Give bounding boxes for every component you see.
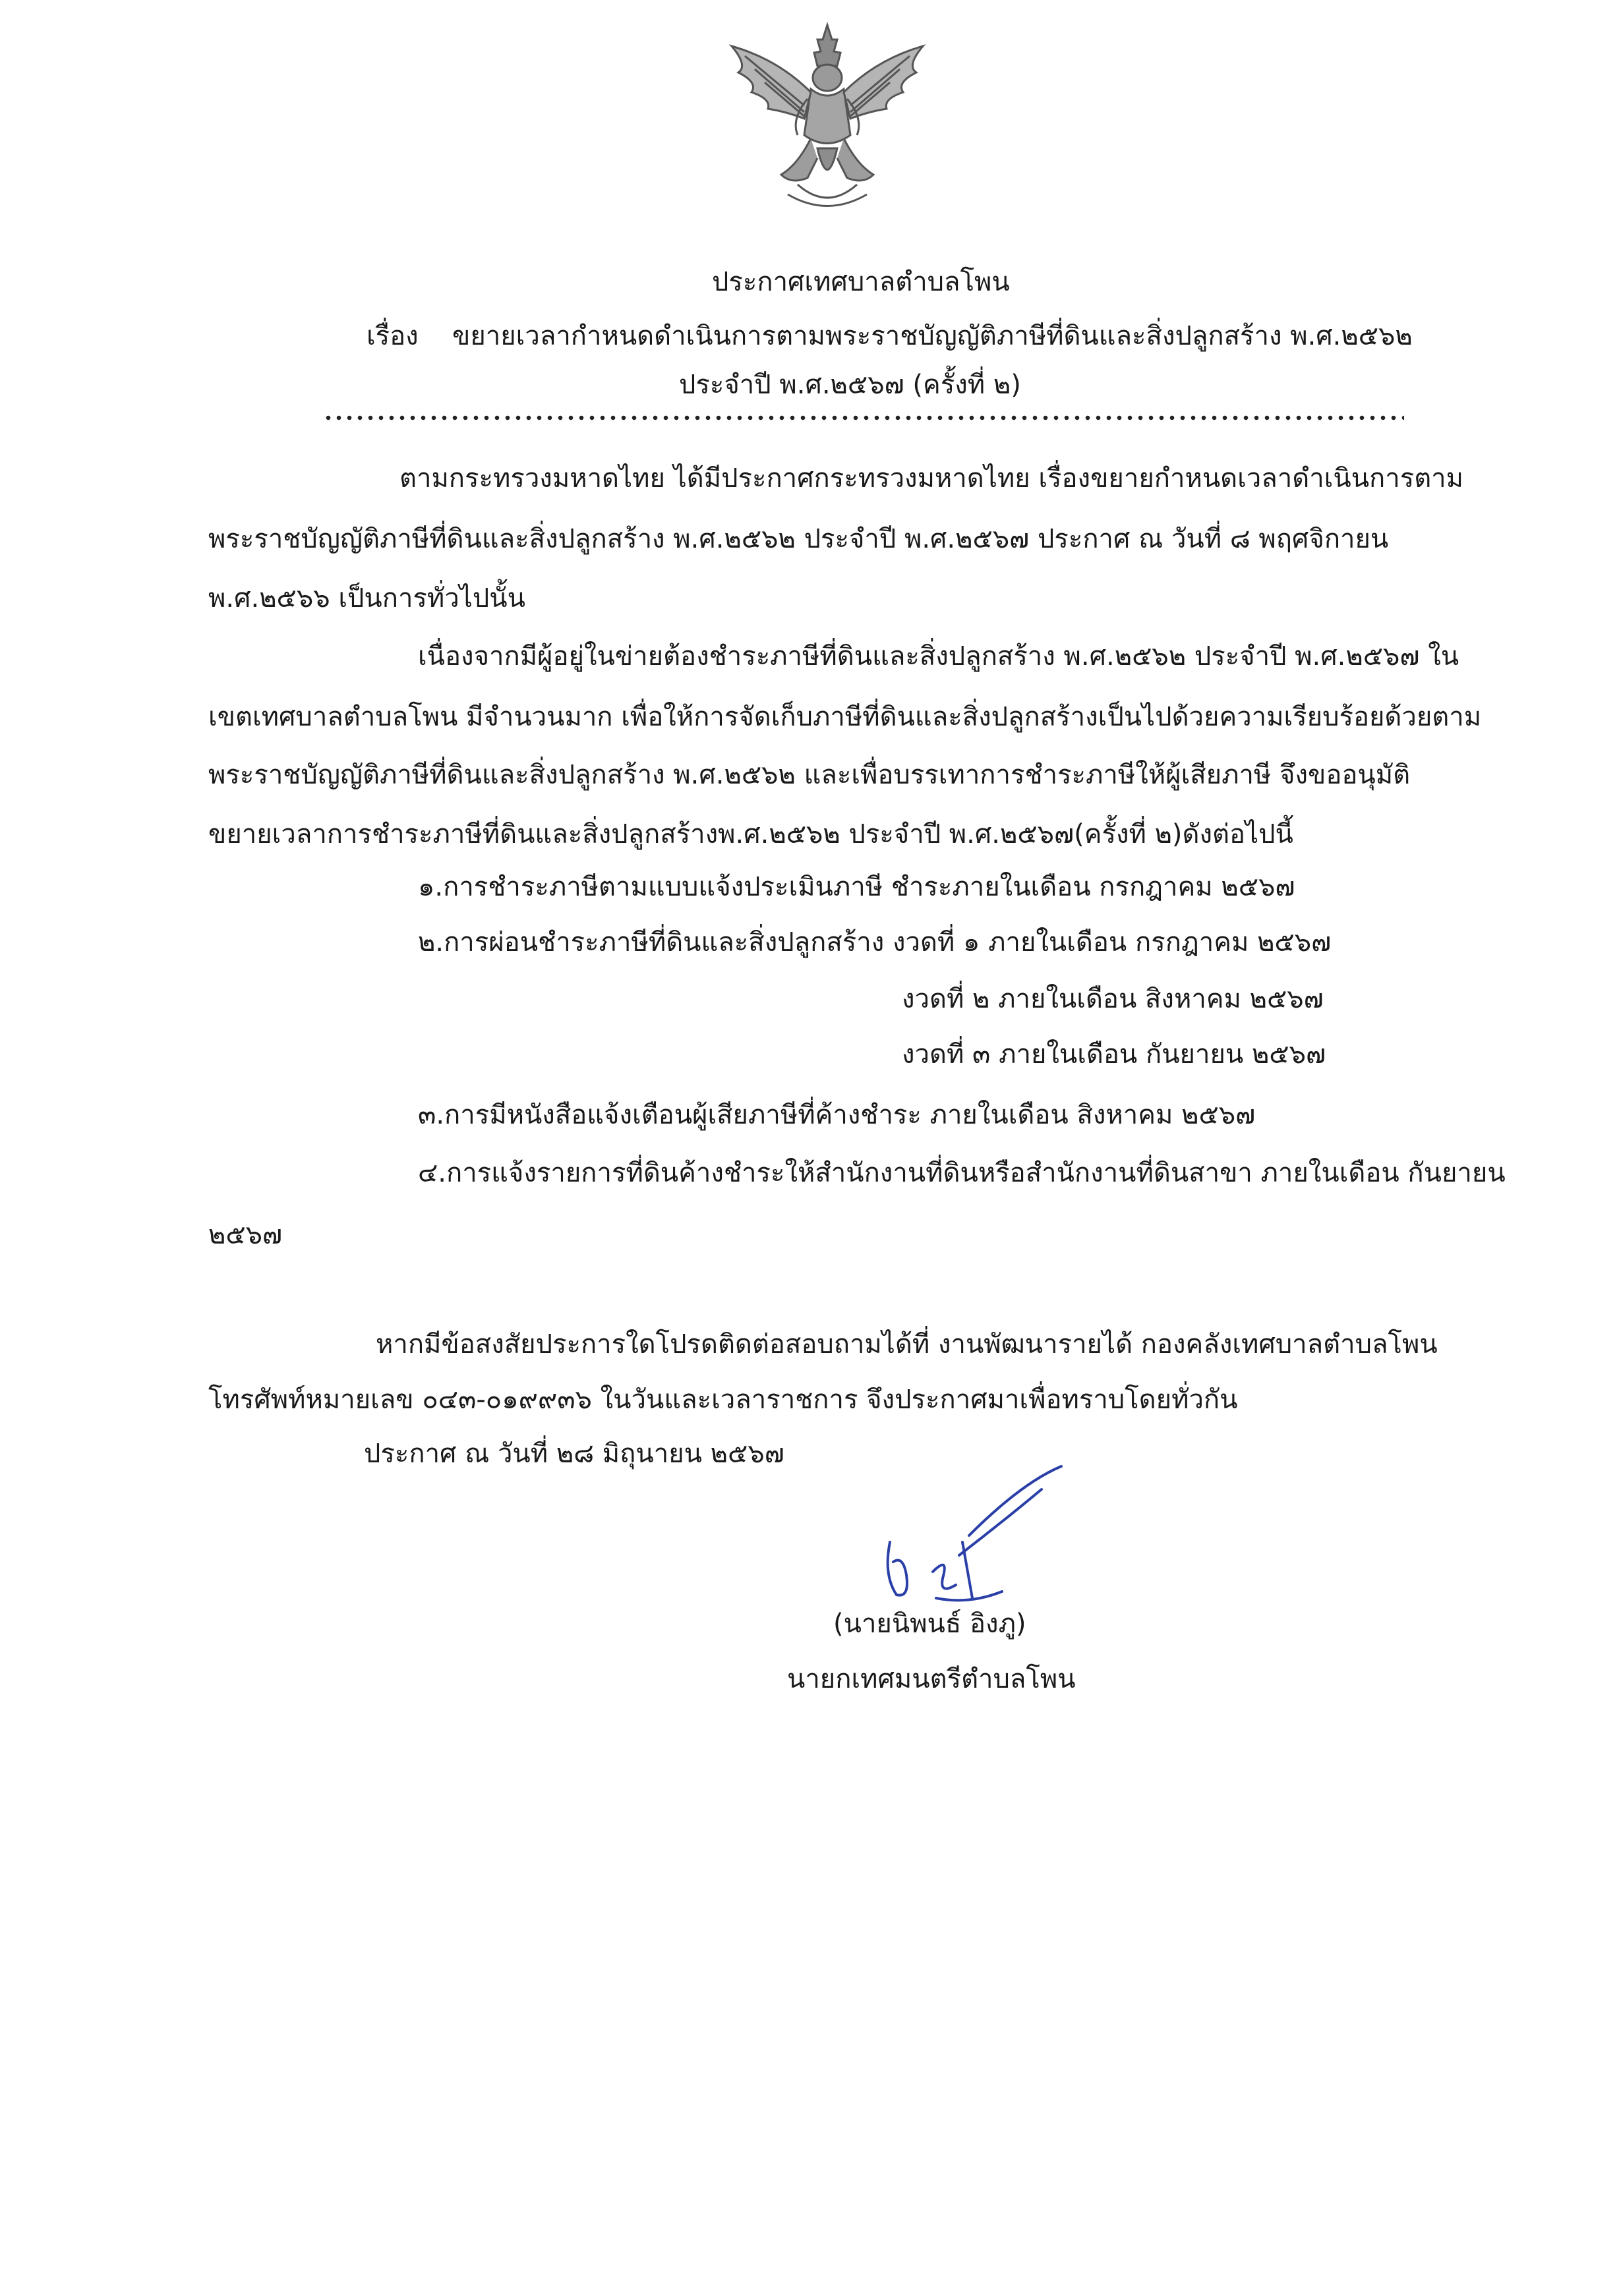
para2-line1: เนื่องจากมีผู้อยู่ในข่ายต้องชำระภาษีที่ดินและสิ่งปลูกสร้าง พ.ศ.๒๕๖๒ ประจำปี พ.ศ.๒๕๖๗ ใน <box>418 641 1459 672</box>
para2-line2: เขตเทศบาลตำบลโพน มีจำนวนมาก เพื่อให้การจัดเก็บภาษีที่ดินและสิ่งปลูกสร้างเป็นไปด้วยความเรียบร้อยด้วยตาม <box>208 702 1482 732</box>
list-item-2-installment-3: งวดที่ ๓ ภายในเดือน กันยายน ๒๕๖๗ <box>902 1039 1326 1070</box>
list-item-4: ๔.การแจ้งรายการที่ดินค้างชำระให้สำนักงานที่ดินหรือสำนักงานที่ดินสาขา ภายในเดือน กันยายน <box>418 1158 1506 1188</box>
signer-title: นายกเทศมนตรีตำบลโพน <box>787 1664 1076 1694</box>
subject-label: เรื่อง <box>367 321 419 351</box>
list-item-2: ๒.การผ่อนชำระภาษีที่ดินและสิ่งปลูกสร้าง งวดที่ ๑ ภายในเดือน กรกฎาคม ๒๕๖๗ <box>418 927 1332 958</box>
list-item-4-year: ๒๕๖๗ <box>208 1220 283 1250</box>
para1-line2: พระราชบัญญัติภาษีที่ดินและสิ่งปลูกสร้าง พ.ศ.๒๕๖๒ ประจำปี พ.ศ.๒๕๖๗ ประกาศ ณ วันที่ ๘ พฤศจิกายน <box>208 524 1389 554</box>
contact-line2: โทรศัพท์หมายเลข ๐๔๓-๐๑๙๙๓๖ ในวันและเวลาราชการ จึงประกาศมาเพื่อทราบโดยทั่วกัน <box>208 1385 1238 1415</box>
garuda-emblem-icon <box>719 20 936 217</box>
handwritten-signature-icon <box>870 1463 1068 1608</box>
list-item-2-installment-2: งวดที่ ๒ ภายในเดือน สิงหาคม ๒๕๖๗ <box>902 984 1324 1014</box>
signer-name: (นายนิพนธ์ อิงภู) <box>833 1609 1026 1639</box>
subject-year: ประจำปี พ.ศ.๒๕๖๗ (ครั้งที่ ๒) <box>679 370 1021 400</box>
announce-date: ประกาศ ณ วันที่ ๒๘ มิถุนายน ๒๕๖๗ <box>364 1439 784 1469</box>
subject-text: ขยายเวลากำหนดดำเนินการตามพระราชบัญญัติภาษีที่ดินและสิ่งปลูกสร้าง พ.ศ.๒๕๖๒ <box>452 321 1413 351</box>
separator-line <box>323 413 1404 423</box>
contact-line1: หากมีข้อสงสัยประการใดโปรดติดต่อสอบถามได้ที่ งานพัฒนารายได้ กองคลังเทศบาลตำบลโพน <box>376 1329 1438 1360</box>
page-title: ประกาศเทศบาลตำบลโพน <box>712 267 1010 297</box>
para2-line4: ขยายเวลาการชำระภาษีที่ดินและสิ่งปลูกสร้างพ.ศ.๒๕๖๒ ประจำปี พ.ศ.๒๕๖๗(ครั้งที่ ๒)ดังต่อไปนี้ <box>208 819 1293 849</box>
para1-line1: ตามกระทรวงมหาดไทย ได้มีประกาศกระทรวงมหาดไทย เรื่องขยายกำหนดเวลาดำเนินการตาม <box>399 463 1464 494</box>
para1-line3: พ.ศ.๒๕๖๖ เป็นการทั่วไปนั้น <box>208 583 525 614</box>
para2-line3: พระราชบัญญัติภาษีที่ดินและสิ่งปลูกสร้าง พ.ศ.๒๕๖๒ และเพื่อบรรเทาการชำระภาษีให้ผู้เสียภาษี จึงขออนุมัติ <box>208 760 1411 790</box>
list-item-1: ๑.การชำระภาษีตามแบบแจ้งประเมินภาษี ชำระภายในเดือน กรกฎาคม ๒๕๖๗ <box>418 872 1295 902</box>
list-item-3: ๓.การมีหนังสือแจ้งเตือนผู้เสียภาษีที่ค้างชำระ ภายในเดือน สิงหาคม ๒๕๖๗ <box>418 1100 1256 1130</box>
